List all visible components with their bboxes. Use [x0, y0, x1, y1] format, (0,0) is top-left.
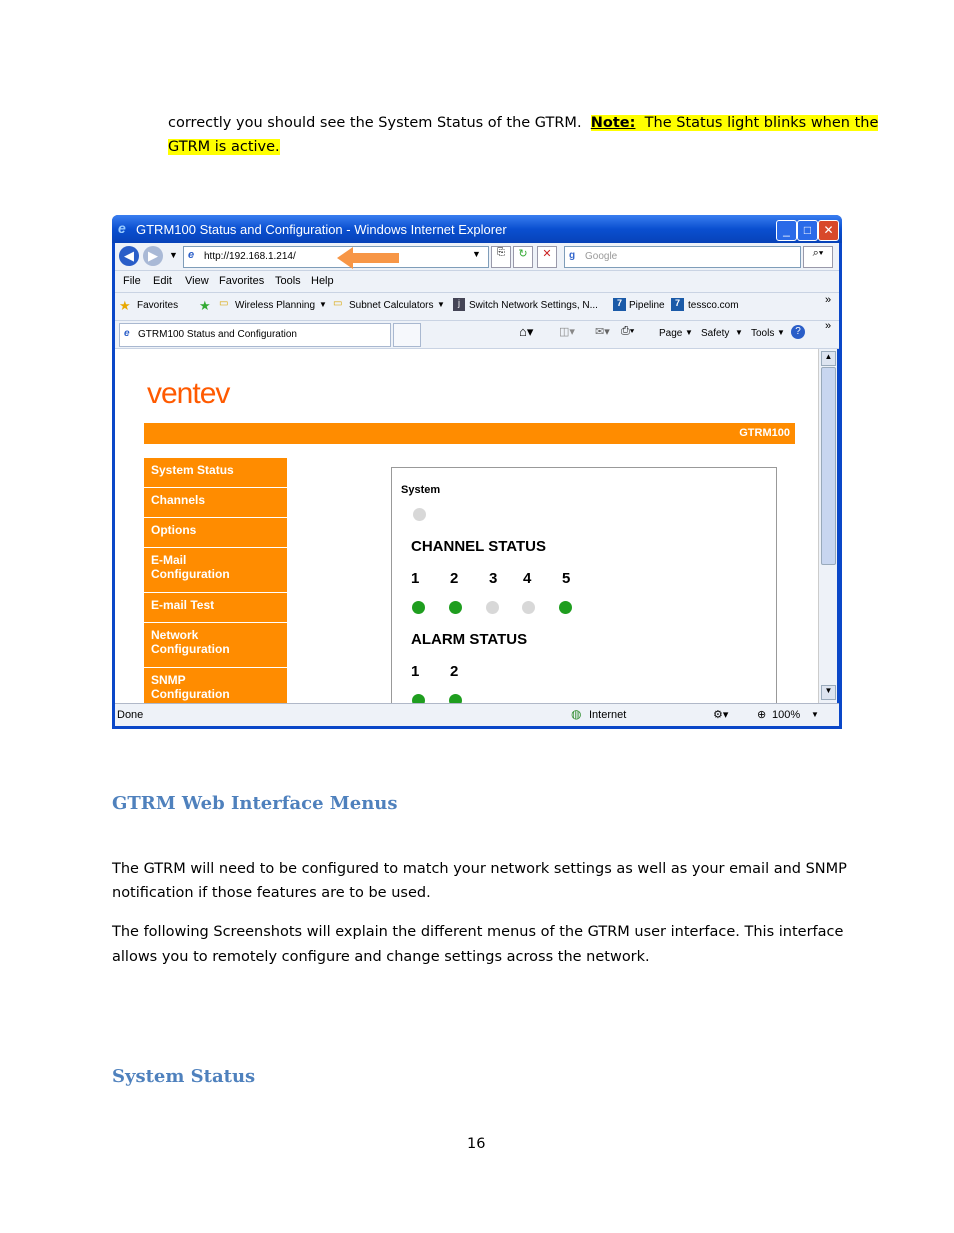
paragraph-2-line-2: allows you to remotely configure and change settings across the network.: [112, 949, 650, 965]
favorites-bar: [115, 292, 839, 321]
favorites-star-icon: ★: [119, 298, 131, 313]
site-icon: 7: [671, 298, 684, 311]
page-number: 16: [467, 1136, 486, 1152]
alarm-status-heading: ALARM STATUS: [411, 631, 528, 648]
nav-label: System Status: [151, 463, 234, 477]
alarm-1-light: [412, 694, 425, 703]
channel-number: 5: [562, 570, 571, 587]
intro-text: correctly you should see the System Status of the GTRM.: [168, 115, 582, 131]
menu-tools[interactable]: Tools: [275, 275, 301, 287]
section-heading-system-status: System Status: [112, 1066, 256, 1087]
fav-subnet-calculators[interactable]: Subnet Calculators: [349, 300, 434, 311]
channel-number: 1: [411, 570, 420, 587]
address-dropdown-icon[interactable]: ▼: [472, 249, 481, 259]
alarm-number: 2: [450, 663, 459, 680]
tab-current[interactable]: [119, 323, 391, 347]
note-text: The Status light blinks when the: [644, 115, 879, 131]
close-button[interactable]: ✕: [818, 220, 839, 241]
menu-help[interactable]: Help: [311, 275, 334, 287]
chevron-down-icon[interactable]: ▼: [437, 300, 445, 309]
new-tab-button[interactable]: [393, 323, 421, 347]
nav-label: Options: [151, 523, 197, 537]
search-box[interactable]: [564, 246, 801, 268]
channel-5-light: [559, 601, 572, 614]
status-text: Done: [117, 709, 144, 721]
fav-wireless-planning[interactable]: Wireless Planning: [235, 300, 316, 311]
home-icon[interactable]: ⌂▾: [519, 324, 534, 339]
page-menu[interactable]: Page: [659, 328, 683, 339]
note-text-cont: GTRM is active.: [168, 139, 280, 155]
folder-icon: ▭: [219, 298, 229, 309]
status-bar: [115, 703, 839, 726]
ie-logo-icon: e: [118, 220, 126, 236]
google-icon: g: [569, 250, 576, 261]
protected-mode-icon[interactable]: ⚙▾: [713, 709, 729, 721]
page-content: [115, 349, 818, 703]
channel-4-light: [522, 601, 535, 614]
menu-file[interactable]: File: [123, 275, 141, 287]
title-bar: [112, 215, 842, 243]
scroll-thumb[interactable]: [821, 367, 836, 565]
print-icon[interactable]: ⎙▾: [621, 325, 635, 337]
search-input[interactable]: Google: [585, 251, 618, 262]
nav-email-config[interactable]: [144, 548, 287, 593]
tools-menu[interactable]: Tools: [751, 328, 775, 339]
alarm-number: 1: [411, 663, 420, 680]
paragraph-1-line-1: The GTRM will need to be configured to match your network settings as well as your email and SNMP: [112, 861, 847, 877]
menu-bar: [115, 270, 839, 293]
mail-icon[interactable]: ✉▾: [595, 326, 610, 338]
header-banner: [144, 423, 795, 444]
banner-title: GTRM100: [739, 427, 790, 439]
help-icon[interactable]: ?: [791, 325, 805, 339]
search-icon[interactable]: ⌕▾: [803, 246, 833, 268]
system-label: System: [401, 484, 441, 496]
nav-label: Network Configuration: [151, 628, 230, 656]
overflow-icon[interactable]: »: [825, 320, 832, 332]
chevron-down-icon: ▼: [685, 328, 693, 337]
channel-3-light: [486, 601, 499, 614]
nav-label: E-Mail Configuration: [151, 553, 230, 581]
tab-bar: [115, 320, 839, 349]
zoom-level[interactable]: 100%: [772, 709, 801, 721]
note-label: Note:: [590, 115, 636, 131]
nav-snmp-config[interactable]: [144, 668, 287, 703]
nav-options[interactable]: [144, 518, 287, 548]
address-input[interactable]: http://192.168.1.214/: [204, 251, 296, 262]
paragraph-2-line-1: The following Screenshots will explain the different menus of the GTRM user interface. This interface: [112, 924, 844, 940]
alarm-2-light: [449, 694, 462, 703]
vertical-scrollbar[interactable]: [818, 349, 837, 703]
minimize-button[interactable]: _: [776, 220, 797, 241]
scroll-up-icon[interactable]: ▲: [821, 351, 836, 366]
refresh-icon[interactable]: ↻: [513, 246, 533, 268]
add-favorite-icon[interactable]: ★: [199, 298, 211, 313]
fav-switch-settings[interactable]: Switch Network Settings, N...: [469, 300, 598, 311]
channel-number: 4: [523, 570, 532, 587]
nav-email-test[interactable]: [144, 593, 287, 623]
intro-line-1: [168, 111, 878, 135]
chevron-down-icon[interactable]: ▼: [169, 250, 178, 260]
chevron-down-icon: ▼: [777, 328, 785, 337]
status-panel: [391, 467, 777, 703]
arrow-annotation-icon: [337, 247, 399, 269]
chevron-down-icon: ▼: [735, 328, 743, 337]
channel-number: 3: [489, 570, 498, 587]
forward-icon[interactable]: ▶: [143, 246, 163, 266]
compat-icon[interactable]: ⎘: [491, 246, 511, 268]
highlighted-note: [591, 115, 879, 131]
channel-2-light: [449, 601, 462, 614]
window-title: GTRM100 Status and Configuration - Windows Internet Explorer: [136, 222, 507, 237]
browser-chrome: [115, 243, 839, 349]
nav-network-config[interactable]: [144, 623, 287, 668]
nav-system-status[interactable]: [144, 458, 287, 488]
back-icon[interactable]: ◀: [119, 246, 139, 266]
channel-1-light: [412, 601, 425, 614]
channel-number: 2: [450, 570, 459, 587]
chevron-down-icon[interactable]: ▼: [811, 710, 819, 719]
site-icon: 7: [613, 298, 626, 311]
intro-line-2: [168, 135, 280, 159]
menu-edit[interactable]: Edit: [153, 275, 172, 287]
chevron-down-icon[interactable]: ▼: [319, 300, 327, 309]
folder-icon: ▭: [333, 298, 343, 309]
page-icon: e: [188, 249, 195, 261]
maximize-button[interactable]: □: [797, 220, 818, 241]
nav-label: E-mail Test: [151, 598, 215, 612]
nav-channels[interactable]: [144, 488, 287, 518]
feeds-icon[interactable]: ◫▾: [559, 326, 575, 338]
system-status-light: [413, 508, 426, 521]
scroll-down-icon[interactable]: ▼: [821, 685, 836, 700]
globe-icon: ◍: [571, 707, 582, 721]
fav-pipeline[interactable]: Pipeline: [629, 300, 665, 311]
nav-label: SNMP Configuration: [151, 673, 230, 701]
nav-label: Channels: [151, 493, 206, 507]
menu-favorites[interactable]: Favorites: [219, 275, 265, 287]
fav-tessco[interactable]: tessco.com: [688, 300, 739, 311]
browser-window: [112, 215, 842, 729]
section-heading-menus: GTRM Web Interface Menus: [112, 793, 398, 814]
zone-text: Internet: [589, 709, 627, 721]
favorites-button[interactable]: Favorites: [137, 300, 179, 311]
ventev-logo: ventev: [147, 377, 230, 410]
page-icon: e: [124, 328, 130, 339]
zoom-icon: ⊕: [757, 709, 767, 721]
paragraph-1-line-2: notification if those features are to be used.: [112, 885, 431, 901]
menu-view[interactable]: View: [185, 275, 209, 287]
channel-status-heading: CHANNEL STATUS: [411, 538, 546, 555]
address-row: [115, 243, 839, 271]
stop-icon[interactable]: ✕: [537, 246, 557, 268]
tab-title: GTRM100 Status and Configuration: [138, 329, 297, 340]
safety-menu[interactable]: Safety: [701, 328, 730, 339]
site-icon: j: [453, 298, 465, 311]
address-bar[interactable]: [183, 246, 489, 268]
overflow-icon[interactable]: »: [825, 294, 832, 306]
